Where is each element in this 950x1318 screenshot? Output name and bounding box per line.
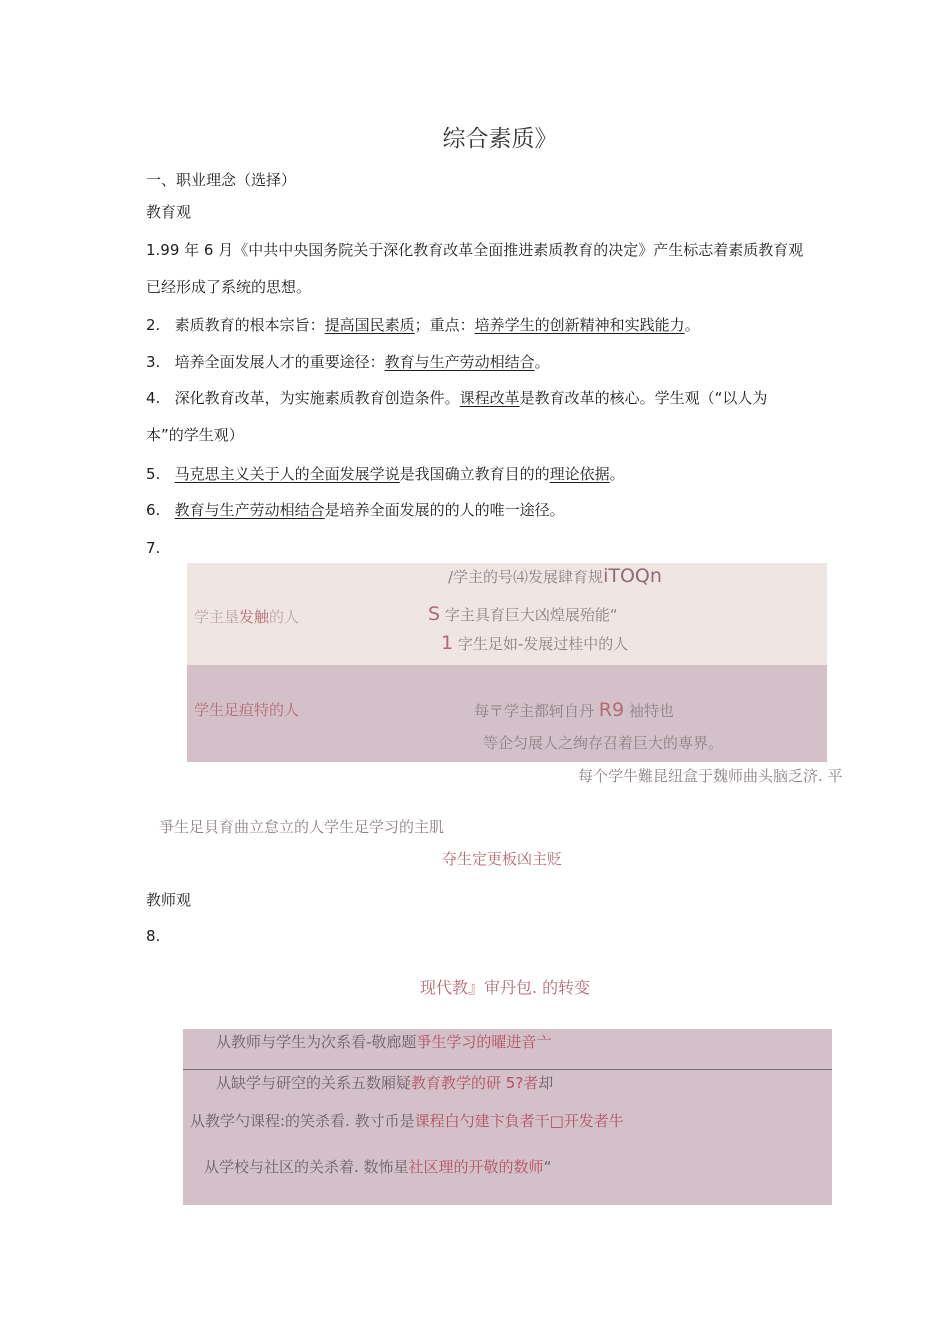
row-text: 从教学勺课程:的笑杀看. 教寸币是 bbox=[190, 1112, 415, 1130]
item-1-line-2: 已经形成了系统的思想。 bbox=[146, 278, 312, 296]
underlined-term: 马克思主义关于人的全面发展学说 bbox=[174, 465, 400, 483]
diagram-mark: R9 bbox=[598, 699, 625, 721]
diagram-right-item-1b bbox=[441, 632, 628, 654]
underlined-term: 教育与生产劳动相结合 bbox=[384, 353, 535, 371]
item-text: 培养全面发展人才的重要途径： bbox=[174, 353, 385, 371]
diagram-right-item-2b: 等企匀展人之绚存召着巨大的専界。 bbox=[483, 734, 724, 752]
item-text: 是我国确立教育目的的 bbox=[399, 465, 550, 483]
underlined-term: 理论依据 bbox=[549, 465, 610, 483]
diagram-left-label-2: 学生足疸特的人 bbox=[194, 701, 300, 719]
item-number: 3. bbox=[146, 353, 161, 371]
diagram-note-left: 爭生足貝育曲立怠立的人学生足学习的主肌 bbox=[159, 818, 445, 836]
item-text: 是培养全面发展的的人的唯一途径。 bbox=[324, 501, 565, 519]
teacher-row-2 bbox=[216, 1072, 553, 1093]
sub-heading-education-view: 教育观 bbox=[146, 203, 192, 221]
row-text: “ bbox=[543, 1158, 552, 1176]
diagram-text: 字生足如-发展过桂中的人 bbox=[457, 635, 629, 653]
item-7-number: 7. bbox=[146, 539, 161, 557]
label-highlight: 发触 bbox=[239, 608, 270, 626]
underlined-term: 教育与生产劳动相结合 bbox=[174, 501, 325, 519]
divider bbox=[183, 1069, 832, 1070]
item-4-line-2: 本”的学生观） bbox=[146, 426, 244, 444]
diagram-heading bbox=[448, 565, 662, 587]
diagram-left-label-1 bbox=[194, 606, 299, 627]
item-text: ；重点： bbox=[414, 316, 475, 334]
row-highlight: 教育教学的研 5?者 bbox=[411, 1074, 539, 1092]
item-number: 4. bbox=[146, 389, 161, 407]
item-1-line-1: 1.99 年 6 月《中共中央国务院关于深化教育改革全面推进素质教育的决定》产生标志着素质教育观 bbox=[146, 241, 804, 259]
item-8-number: 8. bbox=[146, 927, 161, 945]
diagram-heading-text: /学主的号⑷发展肆育规 bbox=[448, 568, 604, 586]
teacher-diagram-heading: 现代教』审丹包. 的转变 bbox=[420, 978, 591, 997]
item-text: 。 bbox=[534, 353, 550, 371]
row-highlight: 爭生学习的曜进音亠 bbox=[416, 1033, 552, 1051]
item-text: 是教育改革的核心。学生观（“以人为 bbox=[519, 389, 768, 407]
teacher-row-4 bbox=[204, 1156, 551, 1177]
diagram-text: 袖特也 bbox=[624, 702, 674, 720]
page-title: 综合素质》 bbox=[442, 126, 558, 152]
diagram-note-center: 夺生定更板凶主贬 bbox=[442, 850, 563, 868]
diagram-note-right: 每个学牛難昆纽盒于魏师曲头脑乏济. 平 bbox=[578, 767, 843, 785]
item-number: 2. bbox=[146, 316, 161, 334]
row-highlight: 课程白勺建卞負者干□开发者牛 bbox=[414, 1112, 624, 1130]
section-heading: 一、职业理念（选择） bbox=[146, 171, 297, 189]
label-part: 学主垦 bbox=[194, 608, 240, 626]
sub-heading-teacher-view: 教师观 bbox=[146, 891, 192, 909]
diagram-heading-latin: iTOQn bbox=[603, 565, 662, 587]
underlined-term: 培养学生的创新精神和实践能力 bbox=[474, 316, 685, 334]
item-number: 5. bbox=[146, 465, 161, 483]
diagram-right-item-1a bbox=[428, 603, 618, 625]
label-part: 的人 bbox=[269, 608, 300, 626]
item-3 bbox=[146, 351, 550, 372]
row-text: 从教师与学生为次系看-敬廊题 bbox=[216, 1033, 417, 1051]
item-4 bbox=[146, 387, 767, 408]
row-text: 从缺学与研空的关系五数厢疑 bbox=[216, 1074, 412, 1092]
row-text: 从学校与社区的关杀着. 数怖星 bbox=[204, 1158, 409, 1176]
diagram-text: 字主具育巨大凶煌展殆能“ bbox=[444, 606, 618, 624]
diagram-text: 每〒学主都轲自丹 bbox=[474, 702, 599, 720]
underlined-term: 课程改革 bbox=[459, 389, 520, 407]
item-number: 6. bbox=[146, 501, 161, 519]
row-text: 却 bbox=[538, 1074, 554, 1092]
teacher-row-1 bbox=[216, 1031, 551, 1052]
row-highlight: 社区理的开敬的数师 bbox=[408, 1158, 544, 1176]
item-6 bbox=[146, 499, 565, 520]
teacher-row-3 bbox=[190, 1110, 624, 1131]
diagram-mark: S bbox=[428, 603, 441, 625]
item-text: 。 bbox=[684, 316, 700, 334]
underlined-term: 提高国民素质 bbox=[324, 316, 415, 334]
diagram-mark: 1 bbox=[441, 632, 454, 654]
item-text: 深化教育改革，为实施素质教育创造条件。 bbox=[174, 389, 460, 407]
item-text: 。 bbox=[609, 465, 625, 483]
item-2 bbox=[146, 314, 700, 335]
item-text: 素质教育的根本宗旨： bbox=[174, 316, 325, 334]
item-5 bbox=[146, 463, 625, 484]
diagram-right-item-2a bbox=[474, 699, 674, 721]
